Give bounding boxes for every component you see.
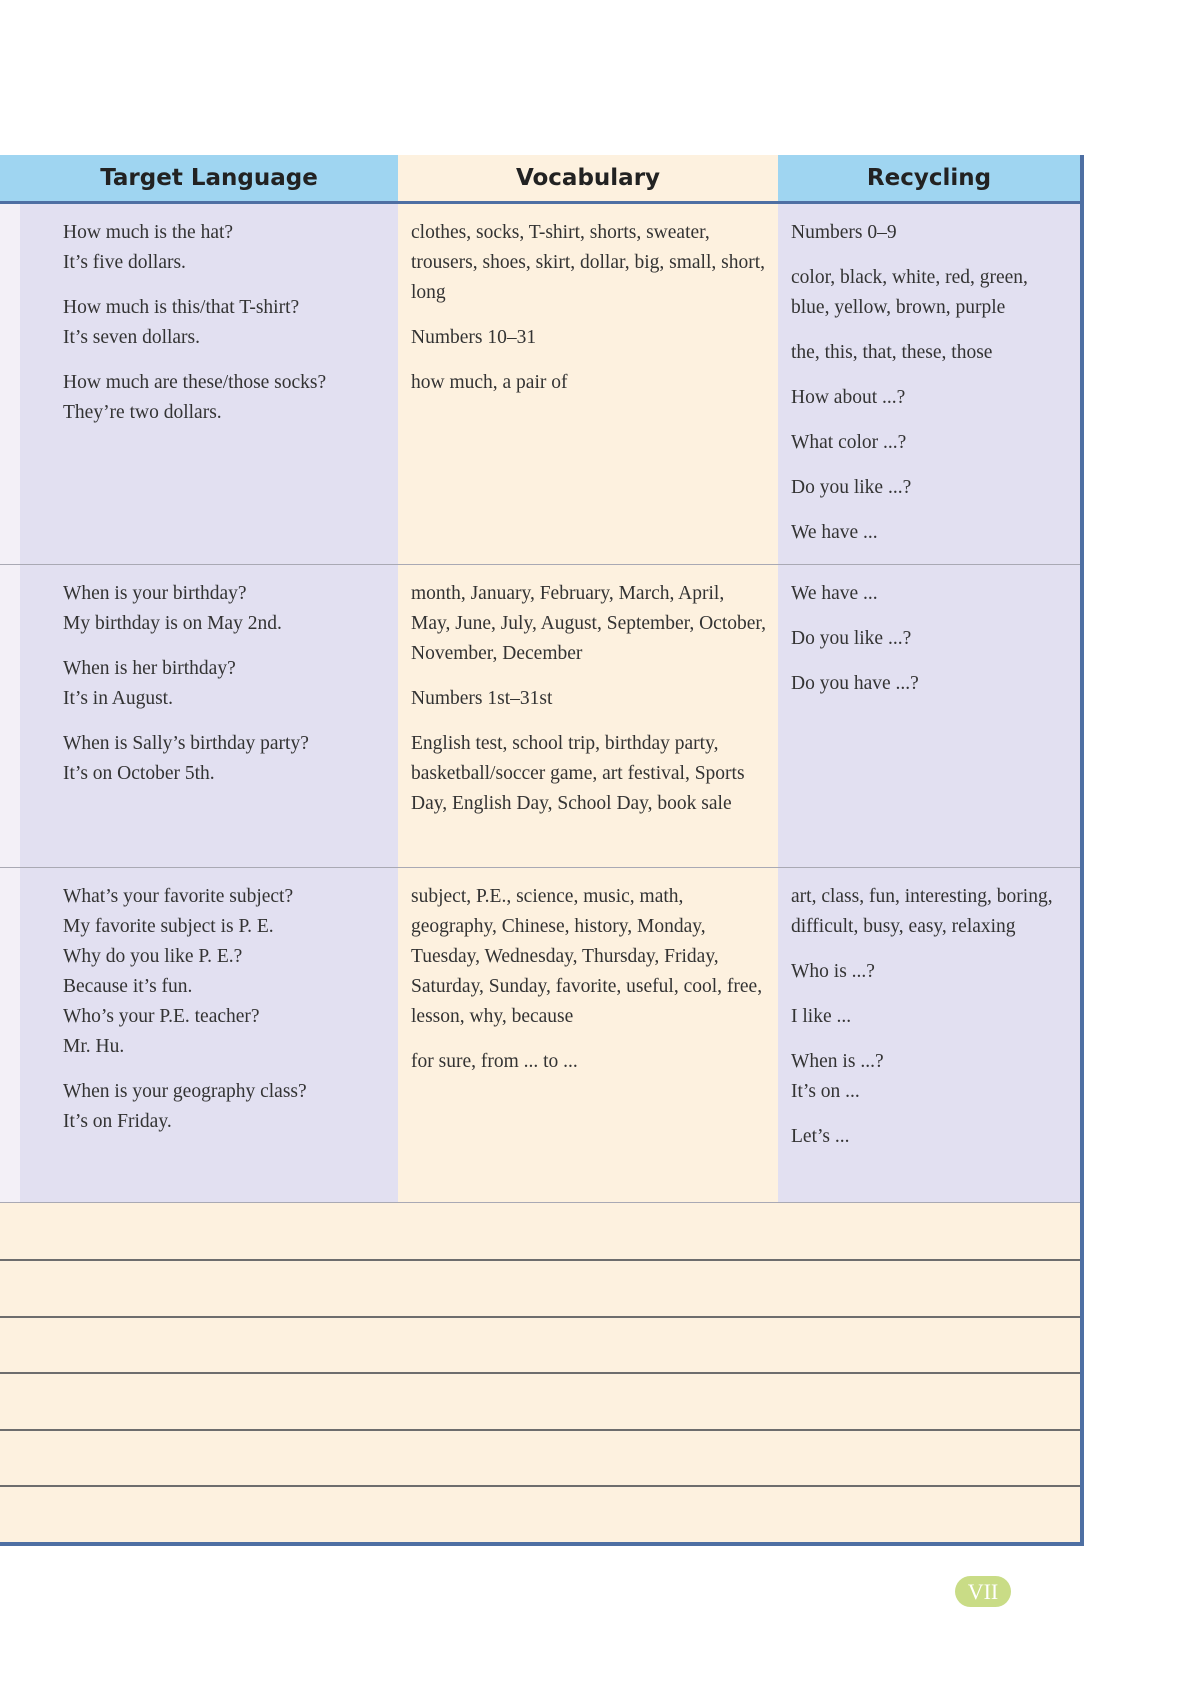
blank-row <box>0 1202 1080 1259</box>
header-recycling: Recycling <box>778 155 1080 204</box>
recycling-entry: We have ... <box>791 583 878 604</box>
blank-row <box>0 1485 1080 1542</box>
recycling-entry: Do you like ...? <box>791 628 912 649</box>
syllabus-table <box>0 155 1084 1546</box>
target-entry: How much is this/that T-shirt? It’s seven dollars. <box>63 297 300 348</box>
row1-vocabulary <box>398 204 778 564</box>
row2-vocabulary <box>398 565 778 867</box>
recycling-entry: Let’s ... <box>791 1126 850 1147</box>
target-entry: How much is the hat? It’s five dollars. <box>63 222 234 273</box>
vocab-entry: month, January, February, March, April, May, June, July, August, September, October, November, December <box>411 583 766 664</box>
target-entry: When is her birthday? It’s in August. <box>63 658 236 709</box>
vocab-entry: Numbers 1st–31st <box>411 688 553 709</box>
row3-recycling <box>778 868 1080 1202</box>
row1-target-language <box>20 204 398 564</box>
row2-recycling <box>778 565 1080 867</box>
recycling-entry: I like ... <box>791 1006 852 1027</box>
recycling-entry: the, this, that, these, those <box>791 342 993 363</box>
recycling-entry: art, class, fun, interesting, boring, difficult, busy, easy, relaxing <box>791 886 1053 937</box>
vocab-entry: Numbers 10–31 <box>411 327 537 348</box>
recycling-entry: When is ...? It’s on ... <box>791 1051 884 1102</box>
vocab-entry: how much, a pair of <box>411 372 568 393</box>
page-number-badge: VII <box>955 1576 1011 1607</box>
vocab-entry: for sure, from ... to ... <box>411 1051 578 1072</box>
target-entry: When is your geography class? It’s on Friday. <box>63 1081 307 1132</box>
recycling-entry: Who is ...? <box>791 961 875 982</box>
recycling-entry: How about ...? <box>791 387 906 408</box>
target-entry: When is Sally’s birthday party? It’s on October 5th. <box>63 733 309 784</box>
row3-target-language <box>20 868 398 1202</box>
target-entry: What’s your favorite subject? My favorite subject is P. E. Why do you like P. E.? Because it’s fun. Who’s your P.E. teacher? Mr. Hu. <box>63 886 294 1057</box>
recycling-entry: We have ... <box>791 522 878 543</box>
row1-recycling <box>778 204 1080 564</box>
vocab-entry: clothes, socks, T-shirt, shorts, sweater, trousers, shoes, skirt, dollar, big, small, short, long <box>411 222 765 303</box>
left-edge-header <box>0 155 20 204</box>
vocab-entry: English test, school trip, birthday party, basketball/soccer game, art festival, Sports Day, English Day, School Day, book sale <box>411 733 745 814</box>
header-target-language: Target Language <box>20 155 398 204</box>
target-entry: When is your birthday? My birthday is on May 2nd. <box>63 583 282 634</box>
recycling-entry: Do you have ...? <box>791 673 919 694</box>
recycling-entry: What color ...? <box>791 432 907 453</box>
left-edge-strip <box>0 155 20 1202</box>
blank-row <box>0 1259 1080 1316</box>
recycling-entry: Numbers 0–9 <box>791 222 897 243</box>
header-vocabulary: Vocabulary <box>398 155 778 204</box>
vocab-entry: subject, P.E., science, music, math, geography, Chinese, history, Monday, Tuesday, Wednesday, Thursday, Friday, Saturday, Sunday, favorite, useful, cool, free, lesson, why, because <box>411 886 763 1027</box>
blank-row <box>0 1429 1080 1485</box>
blank-row <box>0 1316 1080 1372</box>
recycling-entry: color, black, white, red, green, blue, yellow, brown, purple <box>791 267 1028 318</box>
row3-vocabulary <box>398 868 778 1202</box>
blank-row <box>0 1372 1080 1429</box>
target-entry: How much are these/those socks? They’re two dollars. <box>63 372 327 423</box>
row2-target-language <box>20 565 398 867</box>
recycling-entry: Do you like ...? <box>791 477 912 498</box>
